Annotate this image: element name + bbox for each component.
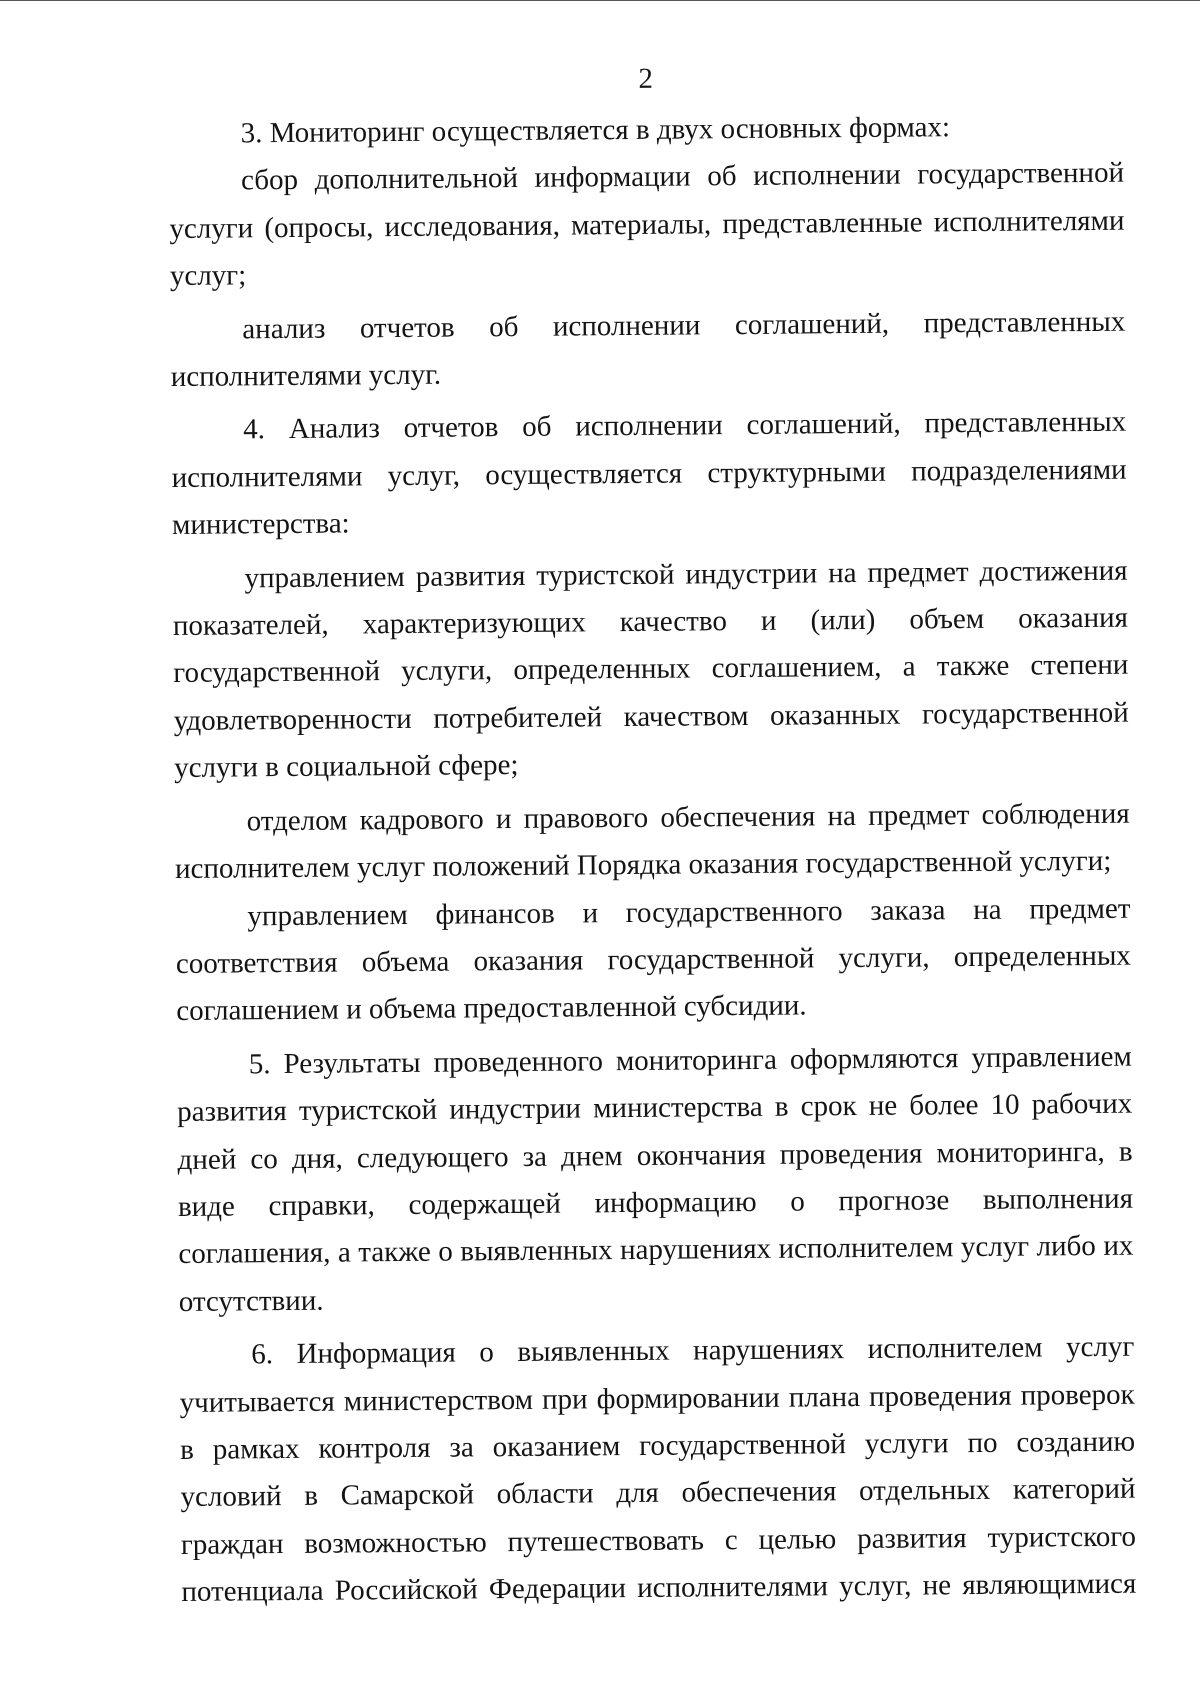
paragraph-4: 4. Анализ отчетов об исполнении соглашений, представленных исполнителями услуг, осуществляется структурными подразделениями министерства: xyxy=(171,406,1127,542)
paragraph-4-item-finance: управлением финансов и государственного заказа на предмет соответствия объема оказания государственной услуги, определенных соглашением и объема предоставленной субсидии. xyxy=(175,892,1131,1028)
paragraph-6: 6. Информация о выявленных нарушениях исполнителем услуг учитывается министерством при формировании плана проведения проверок в рамках контроля за оказанием государственной услуги по созданию условий в Самарской области для обеспечения отдельных категорий граждан возможностью путешествовать с целью развития туристского потенциала Российской Федерации исполнителями услуг, не являющимися xyxy=(179,1330,1137,1609)
document-page xyxy=(168,52,1137,1617)
paragraph-3-item-analysis: анализ отчетов об исполнении соглашений, представленных исполнителями услуг. xyxy=(170,305,1126,394)
paragraph-4-item-tourism: управлением развития туристской индустрии на предмет достижения показателей, характеризующих качество и (или) объем оказания государственной услуги, определенных соглашением, а также степени удовлетворенности потребителей качеством оказанных государственной услуги в социальной сфере; xyxy=(172,554,1129,785)
paragraph-4-item-legal: отделом кадрового и правового обеспечения на предмет соблюдения исполнителем услуг положений Порядка оказания государственной услуги; xyxy=(174,797,1130,886)
paragraph-3-heading: 3. Мониторинг осуществляется в двух основных формах: xyxy=(240,111,951,150)
scan-top-edge xyxy=(0,0,1200,1)
page-number: 2 xyxy=(638,62,654,95)
paragraph-5: 5. Результаты проведенного мониторинга оформляются управлением развития туристской индустрии министерства в срок не более 10 рабочих дней со дня, следующего за днем окончания проведения мониторинга, в виде справки, содержащей информацию о прогнозе выполнения соглашения, а также о выявленных нарушениях исполнителем услуг либо их отсутствии. xyxy=(177,1040,1134,1318)
paragraph-3-item-collection: сбор дополнительной информации об исполнении государственной услуги (опросы, исследования, материалы, представленные исполнителями услуг; xyxy=(169,157,1125,293)
